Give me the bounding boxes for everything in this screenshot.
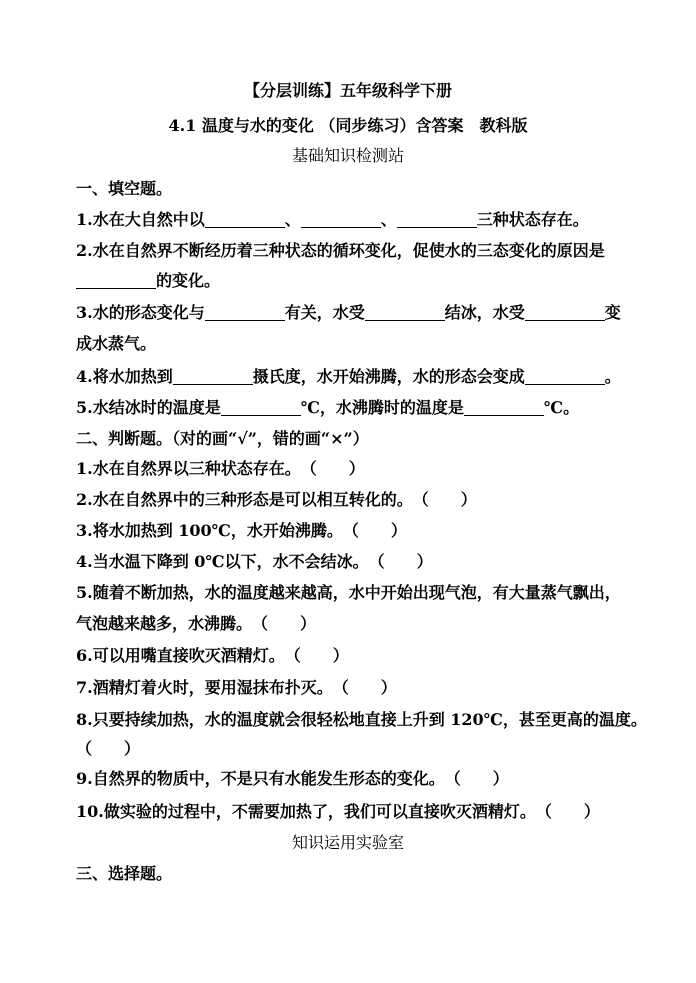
judge-question-10: 10.做实验的过程中，不需要加热了，我们可以直接吹灭酒精灯。（ ） <box>76 799 600 822</box>
judge-question-7: 7.酒精灯着火时，要用湿抹布扑灭。（ ） <box>76 675 397 698</box>
answer-blank[interactable] <box>221 399 301 416</box>
judge-question-2: 2.水在自然界中的三种形态是可以相互转化的。（ ） <box>76 487 477 510</box>
judge-question-1: 1.水在自然界以三种状态存在。（ ） <box>76 456 365 479</box>
fill-question-4: 4.将水加热到 摄氏度，水开始沸腾，水的形态会变成 。 <box>76 367 621 386</box>
answer-parentheses[interactable]: （ ） <box>444 769 509 788</box>
fill-question-3-line-2: 成水蒸气。 <box>76 334 157 353</box>
answer-parentheses[interactable]: （ ） <box>368 552 433 571</box>
answer-parentheses[interactable]: （ ） <box>252 614 317 633</box>
answer-blank[interactable] <box>525 368 605 385</box>
answer-blank[interactable] <box>525 304 605 321</box>
judge-question-5-line-1: 5.随着不断加热，水的温度越来越高，水中开始出现气泡，有大量蒸气飘出， <box>76 583 621 602</box>
worksheet-title: 【分层训练】五年级科学下册 <box>243 81 452 100</box>
answer-parentheses[interactable]: （ ） <box>76 739 141 758</box>
judge-question-3: 3.将水加热到 100℃，水开始沸腾。（ ） <box>76 518 407 541</box>
answer-blank[interactable] <box>76 272 156 289</box>
judge-question-9: 9.自然界的物质中，不是只有水能发生形态的变化。（ ） <box>76 766 509 789</box>
section-choice-heading: 三、选择题。 <box>76 864 173 883</box>
answer-blank[interactable] <box>464 399 544 416</box>
fill-question-5: 5.水结冰时的温度是 ℃，水沸腾时的温度是 ℃。 <box>76 398 580 417</box>
fill-question-2-line-1: 2.水在自然界不断经历着三种状态的循环变化，促使水的三态变化的原因是 <box>76 241 605 260</box>
answer-blank[interactable] <box>173 368 253 385</box>
judge-question-8-line-1: 8.只要持续加热，水的温度就会很轻松地直接上升到 120℃，甚至更高的温度。 <box>76 710 647 729</box>
fill-question-2-line-2: 的变化。 <box>76 268 220 291</box>
fill-question-3-line-1: 3.水的形态变化与 有关，水受 结冰，水受 变 <box>76 303 621 322</box>
answer-blank[interactable] <box>397 211 477 228</box>
section-judge-heading: 二、判断题。（对的画“√”，错的画“×”） <box>76 429 369 448</box>
judge-question-6: 6.可以用嘴直接吹灭酒精灯。（ ） <box>76 643 349 666</box>
judge-question-4: 4.当水温下降到 0℃以下，水不会结冰。（ ） <box>76 549 433 572</box>
fill-question-1: 1.水在大自然中以 、 、 三种状态存在。 <box>76 210 589 229</box>
answer-parentheses[interactable]: （ ） <box>300 459 365 478</box>
worksheet-subtitle: 4.1 温度与水的变化 （同步练习）含答案 教科版 <box>168 116 528 135</box>
answer-blank[interactable] <box>205 211 285 228</box>
station-basic-heading: 基础知识检测站 <box>291 146 404 165</box>
section-fill-blank-heading: 一、填空题。 <box>76 179 173 198</box>
answer-parentheses[interactable]: （ ） <box>535 802 600 821</box>
answer-blank[interactable] <box>301 211 381 228</box>
judge-question-8-line-2 <box>76 736 140 759</box>
answer-parentheses[interactable]: （ ） <box>342 521 407 540</box>
judge-question-5-line-2: 气泡越来越多，水沸腾。（ ） <box>76 611 316 634</box>
answer-parentheses[interactable]: （ ） <box>412 490 477 509</box>
answer-parentheses[interactable]: （ ） <box>332 678 397 697</box>
answer-parentheses[interactable]: （ ） <box>284 646 349 665</box>
answer-blank[interactable] <box>365 304 445 321</box>
station-apply-heading: 知识运用实验室 <box>291 833 404 852</box>
answer-blank[interactable] <box>205 304 285 321</box>
